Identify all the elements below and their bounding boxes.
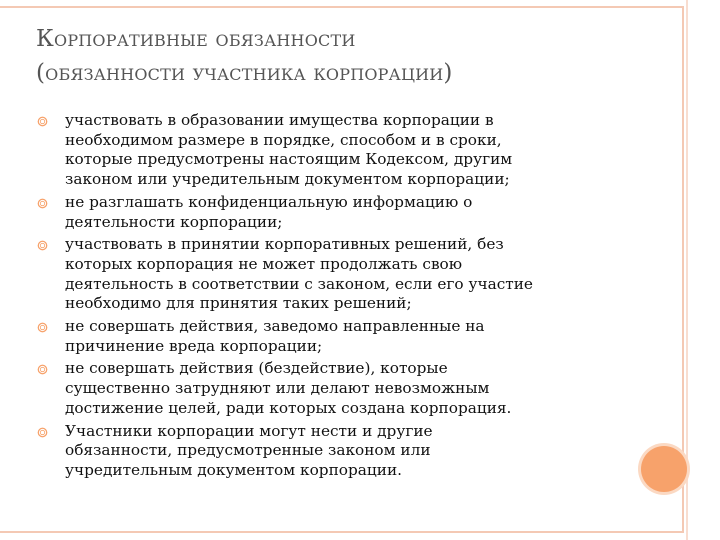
list-item <box>36 359 636 418</box>
list-item-text <box>65 235 636 314</box>
list-item-text <box>65 422 636 481</box>
list-item-text <box>65 317 636 356</box>
frame-right-outer-line <box>686 0 688 540</box>
list-item-line: обязанности, предусмотренные законом или <box>65 441 431 460</box>
list-item <box>36 235 636 314</box>
ring-bullet-icon <box>37 198 48 209</box>
ring-bullet-icon <box>37 427 48 438</box>
list-item <box>36 317 636 356</box>
list-item-text <box>65 193 636 232</box>
list-item-line: существенно затрудняют или делают невозможным <box>65 379 490 398</box>
list-item-line: деятельности корпорации; <box>65 212 283 231</box>
list-item-line: участвовать в принятии корпоративных решений, без <box>65 235 504 254</box>
list-item-line: деятельность в соответствии с законом, если его участие <box>65 274 533 293</box>
ring-bullet-icon <box>37 240 48 251</box>
list-item-text <box>65 359 636 418</box>
list-item-line: необходимом размере в порядке, способом и в сроки, <box>65 130 502 149</box>
frame-bottom-line <box>0 531 683 533</box>
slide-title-line-1: Корпоративные обязанности <box>36 26 356 52</box>
slide-title-line-2: (обязанности участника корпорации) <box>36 60 453 86</box>
list-item <box>36 422 636 481</box>
slide-title <box>36 22 656 90</box>
list-item-line: Участники корпорации могут нести и другие <box>65 421 433 440</box>
list-item-text <box>65 111 636 190</box>
list-item <box>36 193 636 232</box>
list-item-line: которые предусмотрены настоящим Кодексом, другим <box>65 150 513 169</box>
list-item-line: причинение вреда корпорации; <box>65 336 323 355</box>
frame-right-line <box>682 6 684 533</box>
list-item <box>36 111 636 190</box>
list-item-line: не совершать действия (бездействие), которые <box>65 359 448 378</box>
ring-bullet-icon <box>37 364 48 375</box>
list-item-line: необходимо для принятия таких решений; <box>65 294 412 313</box>
obligations-list <box>36 111 636 484</box>
list-item-line: не разглашать конфиденциальную информацию о <box>65 192 473 211</box>
ring-bullet-icon <box>37 322 48 333</box>
list-item-line: участвовать в образовании имущества корпорации в <box>65 111 494 129</box>
frame-top-line <box>0 6 683 8</box>
decorative-circle <box>641 446 687 492</box>
list-item-line: не совершать действия, заведомо направленные на <box>65 317 485 336</box>
list-item-line: законом или учредительным документом корпорации; <box>65 170 510 189</box>
ring-bullet-icon <box>37 116 48 127</box>
list-item-line: которых корпорация не может продолжать свою <box>65 254 463 273</box>
list-item-line: учредительным документом корпорации. <box>65 460 403 479</box>
list-item-line: достижение целей, ради которых создана корпорация. <box>65 398 512 417</box>
